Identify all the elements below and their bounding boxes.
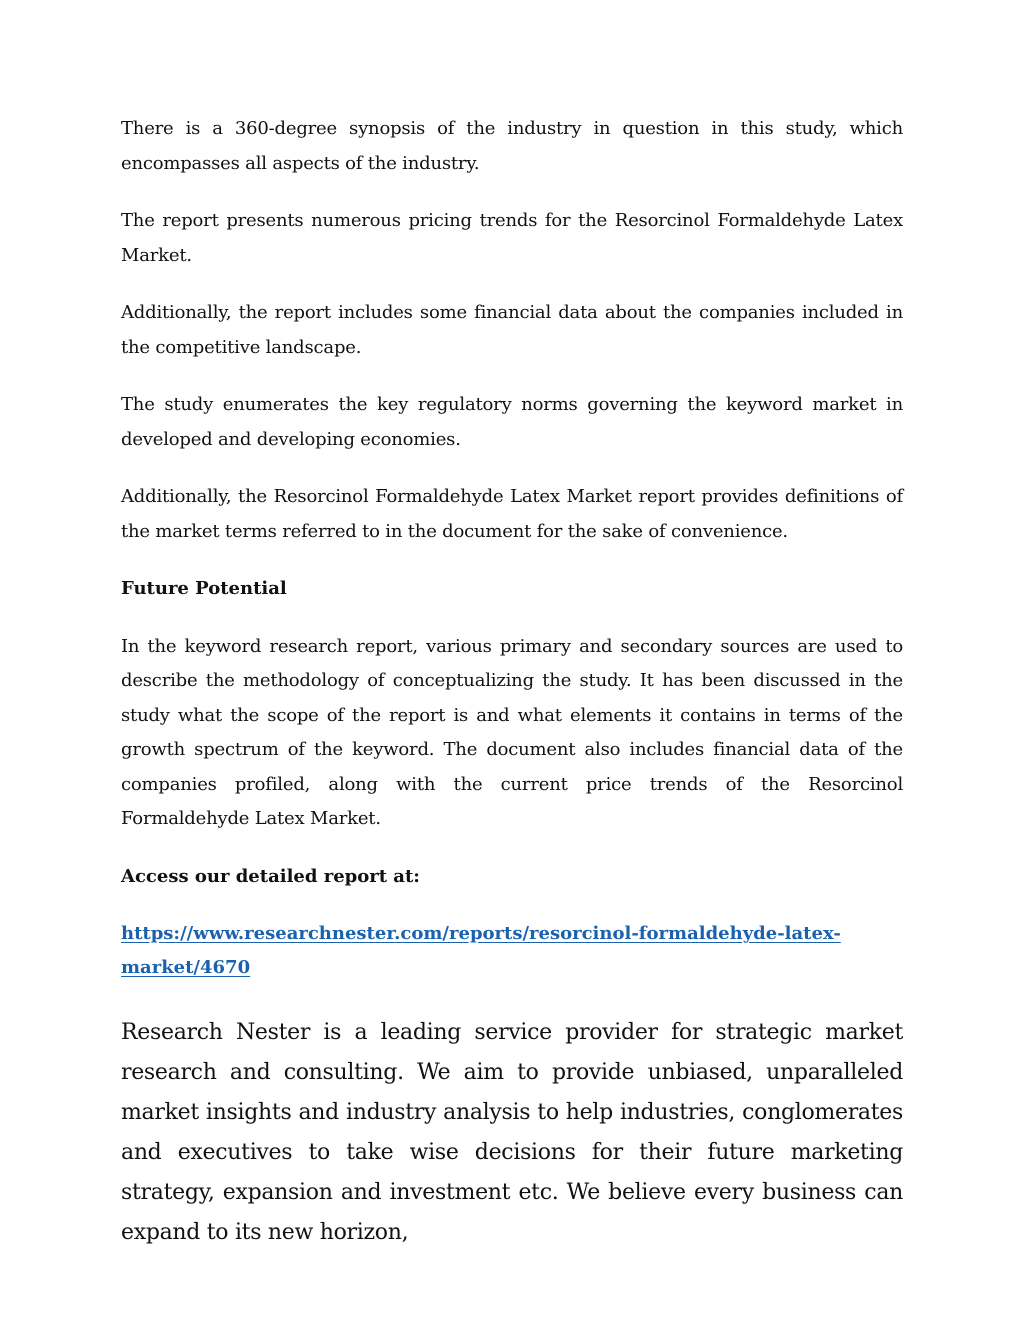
report-link-line1: https://www.researchnester.com/reports/resorcinol-formaldehyde-latex- — [121, 923, 841, 944]
paragraph-regulatory-norms: The study enumerates the key regulatory norms governing the keyword market in developed and developing economies. — [121, 394, 903, 450]
paragraph-financial-data: Additionally, the report includes some financial data about the companies included in the competitive landscape. — [121, 302, 903, 358]
report-link-line2: market/4670 — [121, 957, 251, 978]
report-link[interactable] — [121, 923, 841, 978]
paragraph-definitions: Additionally, the Resorcinol Formaldehyde Latex Market report provides definitions of the market terms referred to in the document for the sake of convenience. — [121, 486, 903, 542]
access-report-heading: Access our detailed report at: — [121, 865, 420, 887]
document-page — [121, 112, 903, 1253]
paragraph-synopsis: There is a 360-degree synopsis of the industry in question in this study, which encompasses all aspects of the industry. — [121, 118, 903, 174]
paragraph-pricing-trends: The report presents numerous pricing trends for the Resorcinol Formaldehyde Latex Market. — [121, 210, 903, 266]
about-research-nester-paragraph: Research Nester is a leading service provider for strategic market research and consulting. We aim to provide unbiased, unparalleled market insights and industry analysis to help industries, conglomerates and executives to take wise decisions for their future marketing strategy, expansion and investment etc. We believe every business can expand to its new horizon, — [121, 1020, 903, 1245]
future-potential-heading: Future Potential — [121, 578, 287, 599]
future-potential-paragraph: In the keyword research report, various primary and secondary sources are used to describe the methodology of conceptualizing the study. It has been discussed in the study what the scope of the report is and what elements it contains in terms of the growth spectrum of the keyword. The document also includes financial data of the companies profiled, along with the current price trends of the Resorcinol Formaldehyde Latex Market. — [121, 635, 903, 829]
report-link-container — [121, 917, 903, 985]
